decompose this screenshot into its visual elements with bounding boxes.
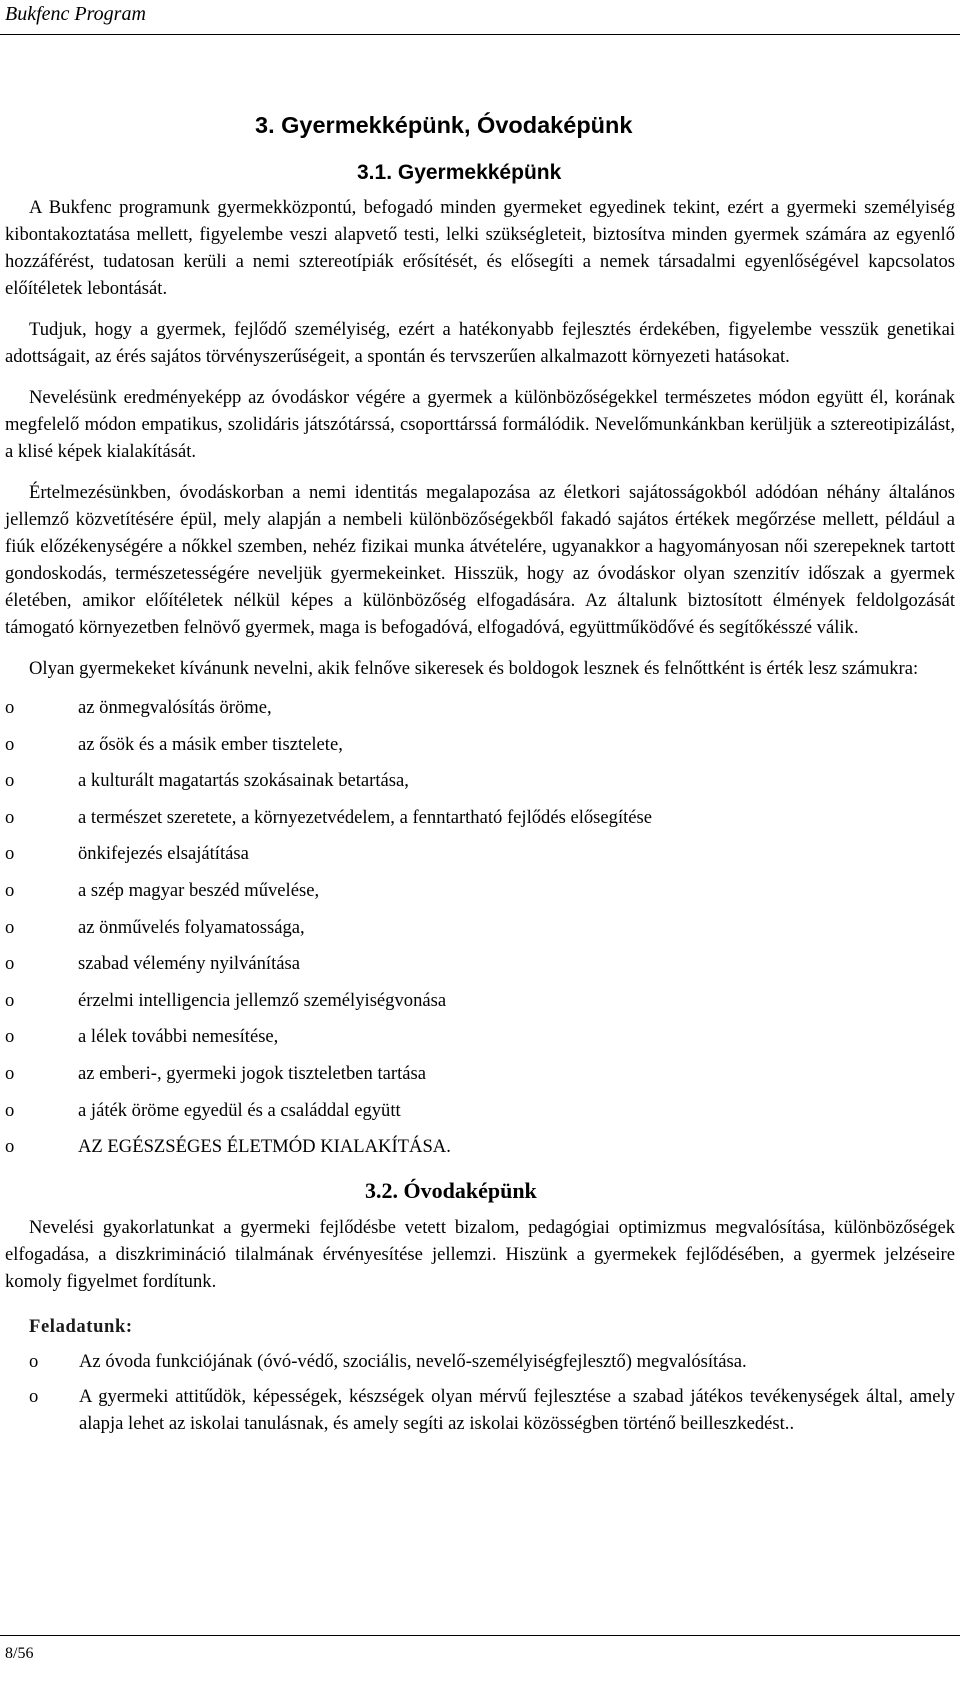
values-list [5,694,955,1160]
ring-bullet-icon: o [5,1062,15,1084]
ring-bullet-icon: o [5,733,15,755]
list-item: o az önművelés folyamatossága, [5,914,955,941]
ring-bullet-icon: o [5,1099,15,1121]
list-item: o érzelmi intelligencia jellemző személyiségvonása [5,987,955,1014]
paragraph: Nevelésünk eredményeképp az óvodáskor végére a gyermek a különbözőségekkel természetes módon együtt él, korának megfelelő módon empatikus, szolidáris játszótárssá, csoporttárssá formálódik. Nevelőmunkánkban kerüljük a sztereotipizálást, a klisé képek kialakítását. [5,387,955,462]
ring-bullet-icon: o [5,879,15,901]
list-item: o az emberi-, gyermeki jogok tiszteletben tartása [5,1060,955,1087]
paragraph: A Bukfenc programunk gyermekközpontú, befogadó minden gyermeket egyedinek tekint, ezért a gyermeki személyiség kibontakoztatása mellett, figyelembe veszi alapvető testi, lelki szükségleteit, biztosítva minden gyermek számára az egyenlő hozzáférést, tudatosan kerüli a nemi sztereotípiák erősítését, és elősegíti a nemek társadalmi egyenlőségével kapcsolatos előítéletek lebontását. [5,197,955,299]
ring-bullet-icon: o [5,989,15,1011]
header-divider [0,34,960,35]
list-item: o a természet szeretete, a környezetvédelem, a fenntartható fejlődés elősegítése [5,804,955,831]
tasks-heading: Feladatunk: [29,1316,133,1338]
paragraph: Tudjuk, hogy a gyermek, fejlődő személyiség, ezért a hatékonyabb fejlesztés érdekében, figyelembe vesszük genetikai adottságait, az érés sajátos törvényszerűségeit, a spontán és tervszerűen alkalmazott környezeti hatásokat. [5,319,955,367]
list-item: o A gyermeki attitűdök, képességek, készségek olyan mérvű fejlesztése a szabad játékos tevékenységek által, amely alapja lehet az iskolai tanulásnak, és amely segíti az iskolai közösségben történő beilleszkedést.. [5,1383,955,1437]
ring-bullet-icon: o [5,1136,15,1158]
list-item: o az önmegvalósítás öröme, [5,694,955,721]
section-title-ovodakep: 3.2. Óvodaképünk [365,1178,537,1204]
list-item: o a szép magyar beszéd művelése, [5,877,955,904]
list-item: o a kulturált magatartás szokásainak betartása, [5,767,955,794]
list-item: o önkifejezés elsajátítása [5,840,955,867]
list-item: o szabad vélemény nyilvánítása [5,950,955,977]
ring-bullet-icon: o [5,953,15,975]
ring-bullet-icon: o [5,770,15,792]
ring-bullet-icon: o [5,1026,15,1048]
tasks-list [5,1348,955,1437]
ring-bullet-icon: o [29,1386,39,1408]
footer-divider [0,1635,960,1636]
list-item: o a lélek további nemesítése, [5,1023,955,1050]
ring-bullet-icon: o [5,916,15,938]
ring-bullet-icon: o [5,843,15,865]
list-item: o AZ EGÉSZSÉGES ÉLETMÓD KIALAKÍTÁSA. [5,1133,955,1160]
running-header: Bukfenc Program [5,3,146,25]
list-item: o az ősök és a másik ember tisztelete, [5,731,955,758]
list-item: o Az óvoda funkciójának (óvó-védő, szociális, nevelő-személyiségfejlesztő) megvalósítása. [5,1348,955,1375]
page-number: 8/56 [5,1645,34,1662]
paragraph: Értelmezésünkben, óvodáskorban a nemi identitás megalapozása az életkori sajátosságokból adódóan néhány általános jellemző közvetítésére épül, mely alapján a nembeli különbözőségekből fakadó sajátos értékek megőrzése mellett, például a fiúk előzékenységére a nőkkel szemben, nehéz fizikai munka átvételére, ugyanakkor a hagyományosan női szerepeknek tartott gondoskodás, természetességére neveljük gyermekeinket. Hisszük, hogy az óvodáskor olyan szenzitív időszak a gyermek életében, amikor előítéletek nélkül képes a különbözőség elfogadására. Az általunk biztosított élmények feldolgozását támogató környezetben felnövő gyermek, maga is befogadóvá, elfogadóvá, együttműködővé és segítőkésszé válik. [5,482,955,638]
list-item: o a játék öröme egyedül és a családdal együtt [5,1097,955,1124]
ring-bullet-icon: o [29,1351,39,1373]
ring-bullet-icon: o [5,806,15,828]
paragraph: Nevelési gyakorlatunkat a gyermeki fejlődésbe vetett bizalom, pedagógiai optimizmus megvalósítása, különbözőségek elfogadása, a diszkrimináció tilalmának érvényesítése jellemzi. Hiszünk a gyermekek fejlődésében, a gyermek jelzéseire komoly figyelmet fordítunk. [5,1217,955,1293]
section-title-gyermekkep: 3.1. Gyermekképünk [357,161,562,184]
paragraph: Olyan gyermekeket kívánunk nevelni, akik felnőve sikeresek és boldogok lesznek és felnőttként is érték lesz számukra: [29,658,919,679]
chapter-title: 3. Gyermekképünk, Óvodaképünk [255,112,633,138]
ring-bullet-icon: o [5,697,15,718]
page-content [5,110,955,1445]
